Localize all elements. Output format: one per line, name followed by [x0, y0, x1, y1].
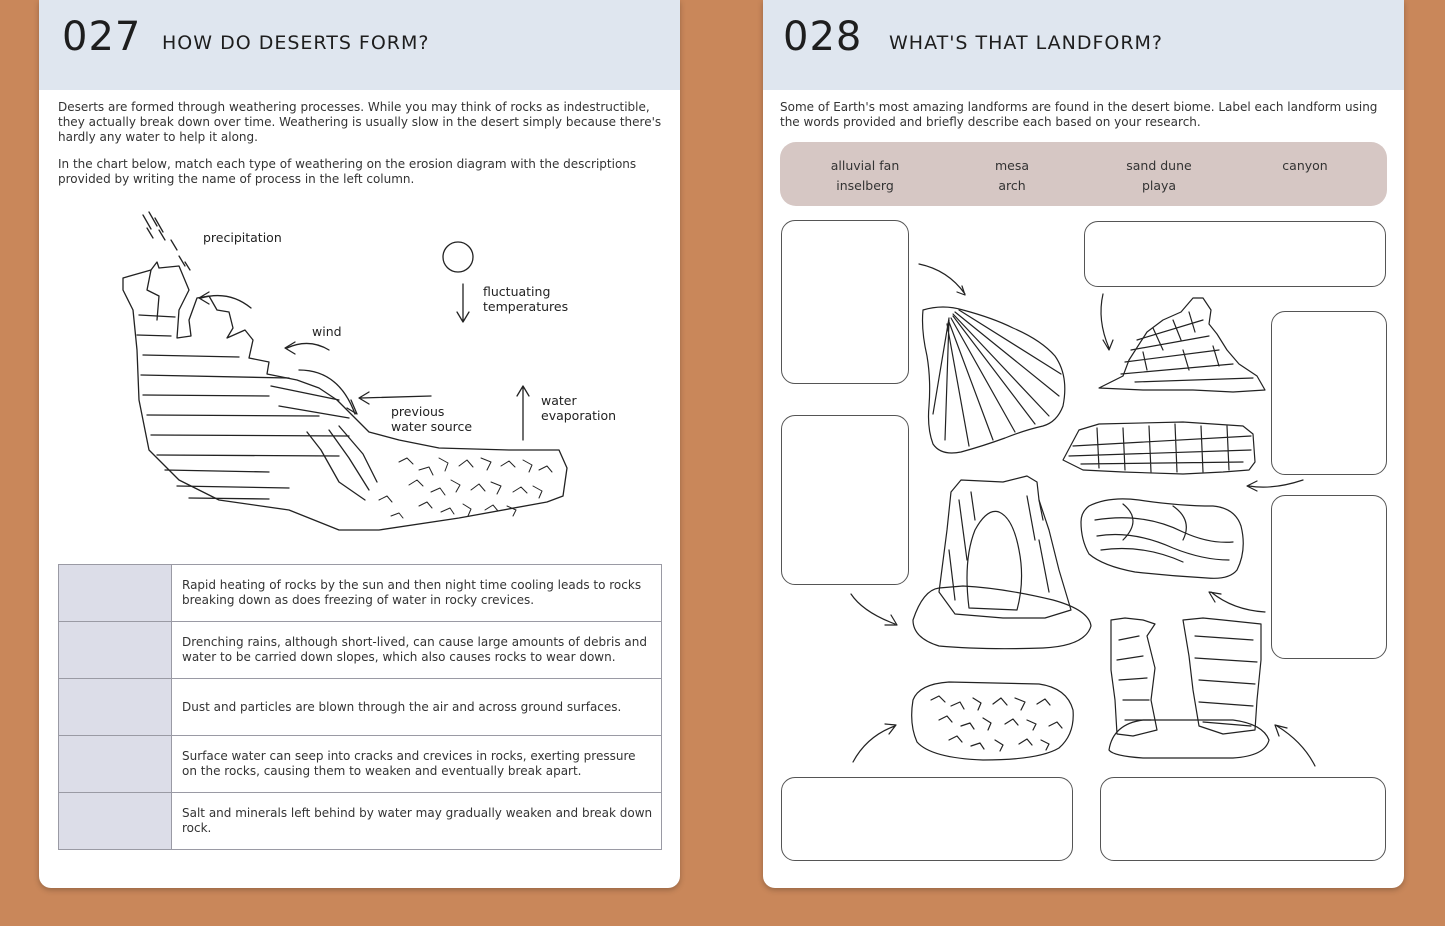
description-cell: Salt and minerals left behind by water may gradually weaken and break down rock. [172, 793, 662, 850]
label-wind: wind [312, 324, 342, 339]
answer-cell[interactable] [59, 679, 172, 736]
landform-illustrations [763, 200, 1404, 780]
table-row [59, 736, 662, 793]
answer-box[interactable] [781, 777, 1073, 861]
mesa-drawing [1099, 298, 1265, 392]
page-header [763, 0, 1404, 90]
instructions-paragraph: In the chart below, match each type of weathering on the erosion diagram with the descriptions provided by writing the name of process in the left column. [58, 157, 637, 186]
word-bank-item: arch [998, 178, 1026, 193]
answer-box[interactable] [1100, 777, 1386, 861]
label-previous-water-source: previous water source [391, 404, 473, 434]
word-bank-item: sand dune [1126, 158, 1192, 173]
alluvial-fan-drawing [923, 307, 1065, 453]
table-row [59, 622, 662, 679]
answer-cell[interactable] [59, 793, 172, 850]
word-bank-item: mesa [994, 158, 1030, 173]
answer-cell[interactable] [59, 565, 172, 622]
description-cell: Surface water can seep into cracks and crevices in rocks, exerting pressure on the rocks, causing them to weaken and eventually break apart. [172, 736, 662, 793]
worksheet-page-028 [763, 0, 1404, 888]
answer-cell[interactable] [59, 736, 172, 793]
description-cell: Drenching rains, although short-lived, can cause large amounts of debris and water to be carried down slopes, which also causes rocks to wear down. [172, 622, 662, 679]
weathering-table [58, 564, 662, 850]
intro-paragraph: Deserts are formed through weathering processes. While you may think of rocks as indestructible, they actually break down over time. Weathering is usually slow in the desert simply because there's hardly any water to help it along. [58, 100, 662, 144]
label-water-evaporation: water evaporation [541, 393, 617, 423]
page-title: WHAT'S THAT LANDFORM? [889, 32, 1164, 54]
word-bank-item: canyon [1282, 158, 1328, 173]
playa-drawing [912, 682, 1074, 760]
worksheet-page-027 [39, 0, 680, 888]
table-row [59, 565, 662, 622]
description-cell: Dust and particles are blown through the air and across ground surfaces. [172, 679, 662, 736]
sand-dune-drawing [1081, 499, 1243, 578]
canyon-drawing [1109, 618, 1269, 758]
erosion-diagram [39, 200, 680, 540]
table-row [59, 793, 662, 850]
arch-drawing [913, 476, 1091, 649]
inselberg-drawing [1063, 422, 1255, 474]
label-precipitation: precipitation [203, 230, 282, 245]
description-cell: Rapid heating of rocks by the sun and then night time cooling leads to rocks breaking down as does freezing of water in rocky crevices. [172, 565, 662, 622]
page-title: HOW DO DESERTS FORM? [162, 32, 430, 54]
intro-paragraph: Some of Earth's most amazing landforms are found in the desert biome. Label each landform using the words provided and briefly describe each based on your research. [780, 100, 1378, 129]
word-bank-item: inselberg [836, 178, 894, 193]
page-header [39, 0, 680, 90]
word-bank-item: playa [1141, 178, 1177, 193]
page-number: 027 [62, 14, 142, 60]
answer-cell[interactable] [59, 622, 172, 679]
table-row [59, 679, 662, 736]
label-fluctuating-temperatures: fluctuating temperatures [483, 284, 569, 314]
word-bank [780, 142, 1387, 206]
page-number: 028 [783, 14, 863, 60]
word-bank-item: alluvial fan [830, 158, 900, 173]
